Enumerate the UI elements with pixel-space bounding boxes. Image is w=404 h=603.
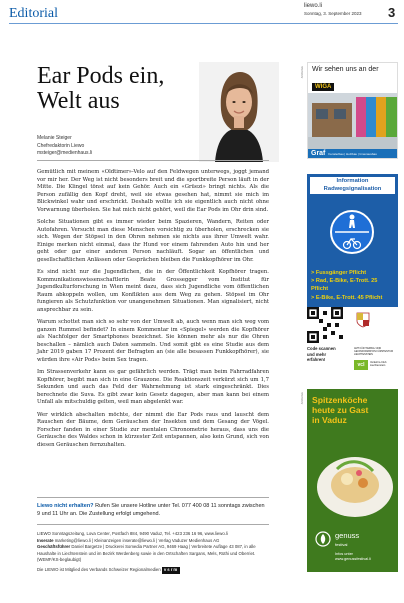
headline-line-2: Welt aus bbox=[37, 88, 120, 114]
ad-label: ANZEIGE bbox=[300, 392, 304, 405]
hotline-text: Rufen Sie unsere Hotline unter Tel. 077 400 08 11 sonntags zwischen 9 und 11 Uhr an. Die Zustellung erfolgt umgehend. bbox=[37, 503, 265, 517]
page-number: 3 bbox=[388, 5, 396, 20]
imprint-line: Die LIEWO ist Mitglied des Verbands Schweizer Regionalmedien vsrm bbox=[37, 566, 179, 572]
radweg-rule: > E-Bike, E-Trott. 45 Pflicht bbox=[311, 294, 383, 301]
imprint-line: Inserate marketing@liewo.li | Kleinanzeigen inserate@liewo.li | Verlag Vaduzer Medienhaus AG bbox=[37, 537, 220, 543]
graf-brand: Graf Fensterbau | Holzbau | Innenausbau bbox=[308, 149, 397, 159]
house-photo bbox=[308, 93, 397, 149]
divider bbox=[37, 497, 269, 498]
site-name: liewo.li bbox=[304, 3, 323, 9]
graf-subtitle: Fensterbau | Holzbau | Innenausbau bbox=[328, 152, 377, 156]
article-headline bbox=[37, 64, 197, 114]
ad-label: ANZEIGE bbox=[300, 66, 304, 79]
article-paragraph: Im Strassenverkehr kann es gar gefährlich werden. Trägt man beim Fahrradfahren Kopfhörer, begibt man sich in eine Grauzone. Die Reaktionszeit verkürzt sich um 1,7 Sekunden und auch das Feld der Wahrnehmung ist stark eingeschränkt. Dies berechnete die Suva. Es gibt zwar kein Gesetz dagegen, aber man kann bei einem Unfall als mitschuldig gelten, weil man abgelenkt war. bbox=[37, 369, 269, 405]
article-paragraph: Warum schottet man sich so sehr von der Umwelt ab, auch wenn man sich weg vom ganzen Rummel befindet? In einem Kommentar im «Spiegel» werden die Kopfhörer als Nachfolger der Smartphones bezeichnet. Sie können mehr als nur die Ohren beschallen – nämlich auch Daten sammeln. Und somit gibt es eine Studie aus dem Jahr 2019 gaben 17 Prozent der Befragten an (sie alle besassen Funkkopfhörer), sie würden ihre «Air Pods» beim Sex tragen. bbox=[37, 319, 269, 363]
wiga-ad-title: Wir sehen uns an der bbox=[312, 66, 379, 73]
article-body bbox=[37, 169, 269, 454]
vsrm-logo: vsrm bbox=[163, 566, 179, 572]
imprint-label: Geschäftsführer bbox=[37, 544, 71, 550]
divider bbox=[37, 524, 269, 525]
vcl-logo: vcl bbox=[354, 360, 368, 370]
headline-line-1: Ear Pods ein, bbox=[37, 63, 165, 89]
qr-code-icon[interactable] bbox=[307, 307, 343, 343]
vcl-name: Verkehrs-Club Liechtenstein bbox=[370, 361, 387, 368]
liechtenstein-crest-icon bbox=[356, 312, 370, 328]
author-email[interactable]: msteiger@medienhaus.li bbox=[37, 150, 93, 156]
dessert-photo bbox=[307, 429, 398, 527]
agency-name: AMT FÜR TIEFBAU UND GEOINFORMATION FÜRSTENTUM LIECHTENSTEIN bbox=[354, 347, 394, 357]
radweg-ad-header: Information Radwegsignalisation bbox=[310, 177, 395, 194]
radweg-rules bbox=[311, 269, 395, 302]
imprint-label: Inserate bbox=[37, 537, 54, 543]
portrait-image bbox=[199, 62, 279, 162]
divider bbox=[37, 160, 269, 161]
author-info bbox=[37, 135, 92, 158]
article-paragraph: Gemütlich mit meinem «Oldtimer»-Velo auf den Feldwegen unterwegs, joggt jemand vor mir her. Der Weg ist nicht besonders breit und die sportbreite Person läuft in der Mitte. Die Klingel tönst auf kein Gehör. Auch ein «Grüezi» bringt nichts. Als die Person zufällig den Kopf dreht, weil sie etwas gesehen hat, nimmt sie mich im Blickwinkel wahr und erschrickt. Deshalb wollte ich sie eigentlich auch nicht ohne Vorwarnung überholen. Sie hat mich nicht gehört, weil die Ear Pods im Ohr drin sind. bbox=[37, 169, 269, 213]
article-paragraph: Wer wirklich abschalten möchte, der nimmt die Ear Pods raus und lauscht dem Rauschen der Bäume, dem Geräuschen der Insekten und dem Gesang der Vögel. Forscher fanden in einer Studie zur mentalen Chronometrie heraus, dass uns die Geräusche des Waldes schon in kürzester Zeit entspannen, also kein Grund, sich von diesen Geräuschen fernzuhalten. bbox=[37, 411, 269, 448]
pedestrian-bike-sign-icon bbox=[330, 200, 374, 264]
qr-caption: Code scannen und mehr erfahren! bbox=[307, 346, 336, 362]
wiga-badge: WIGA bbox=[312, 83, 334, 91]
delivery-hotline bbox=[37, 503, 269, 518]
genussfestival-ad[interactable] bbox=[307, 389, 398, 572]
article-paragraph: Solche Situationen gibt es immer wieder beim Spazieren, Wandern, Reiten oder Autofahren. Versucht man diese Menschen vorsichtig zu überholen, erschrecken sie sich. Wegen der Stöpsel in den Ohren nehmen sie nichts aus ihrer Umwelt wahr. Einige merken nicht einmal, dass ihr Hund vor einem fahrenden Auto hin und her geht oder gar einer anderen Person nachläuft. Sogar an öffentlichen und gesellschaftlichen Anlässen oder Gesprächen bleiben die Funkkopfhörer im Ohr. bbox=[37, 219, 269, 263]
genussfestival-title: Spitzenköche heute zu Gast in Vaduz bbox=[312, 395, 369, 425]
article-paragraph: Es sind nicht nur die Jugendlichen, die in der Öffentlichkeit Kopfhörer tragen. Kommunikationswissenschaftlerin Beate Grossegger vom Institut für Jugendkulturforschung in Wien meint dazu, dass sich Jugendliche vom öffentlichen Raum abkoppeln wollen, um Konflikten aus dem Weg zu gehen. Stöpsel im Ohr fungieren als Schutzfunktion vor unangenehmen Situationen. Man signalisiert, nicht ansprechbar zu sein. bbox=[37, 269, 269, 313]
author-portrait bbox=[199, 62, 279, 162]
imprint bbox=[37, 531, 269, 574]
header-rule bbox=[9, 23, 398, 24]
imprint-line: Geschäftsführer Daniel Bargetze | Druckerei Somedia Partner AG, 9469 Haag | Verbreitete Auflage 43 087, in alle Haushalte in Liechtenstein und im Bezirk Werdenberg sowie in den Ortschaften Sargans, Mels, Rüthi und Oberriet. (WEMF/KS-beglaubigt) bbox=[37, 544, 256, 563]
hotline-lead: Liewo nicht erhalten? bbox=[37, 503, 94, 509]
genuss-logo-icon bbox=[315, 531, 331, 547]
imprint-line: LIEWO Sonntagszeitung, Lova Center, Postfach 884, 9490 Vaduz, Tel. +423 236 16 96, www.liewo.li bbox=[37, 531, 228, 536]
radweg-rule: > Rad, E-Bike, E-Trott. 25 Pflicht bbox=[311, 278, 378, 293]
issue-date: Sonntag, 3. September 2023 bbox=[304, 11, 362, 16]
radweg-rule: > Fussgänger Pflicht bbox=[311, 270, 367, 276]
author-name: Melanie Steiger bbox=[37, 135, 72, 141]
qr-ad bbox=[307, 307, 398, 377]
genussfestival-url: Infos unter www.genussfestival.li bbox=[335, 552, 371, 561]
author-role: Chefredaktorin Liewo bbox=[37, 142, 85, 149]
genussfestival-logo: genuss festival bbox=[335, 531, 360, 547]
section-title: Editorial bbox=[9, 6, 58, 21]
wiga-ad[interactable] bbox=[307, 62, 398, 159]
radweg-ad[interactable] bbox=[307, 174, 398, 321]
